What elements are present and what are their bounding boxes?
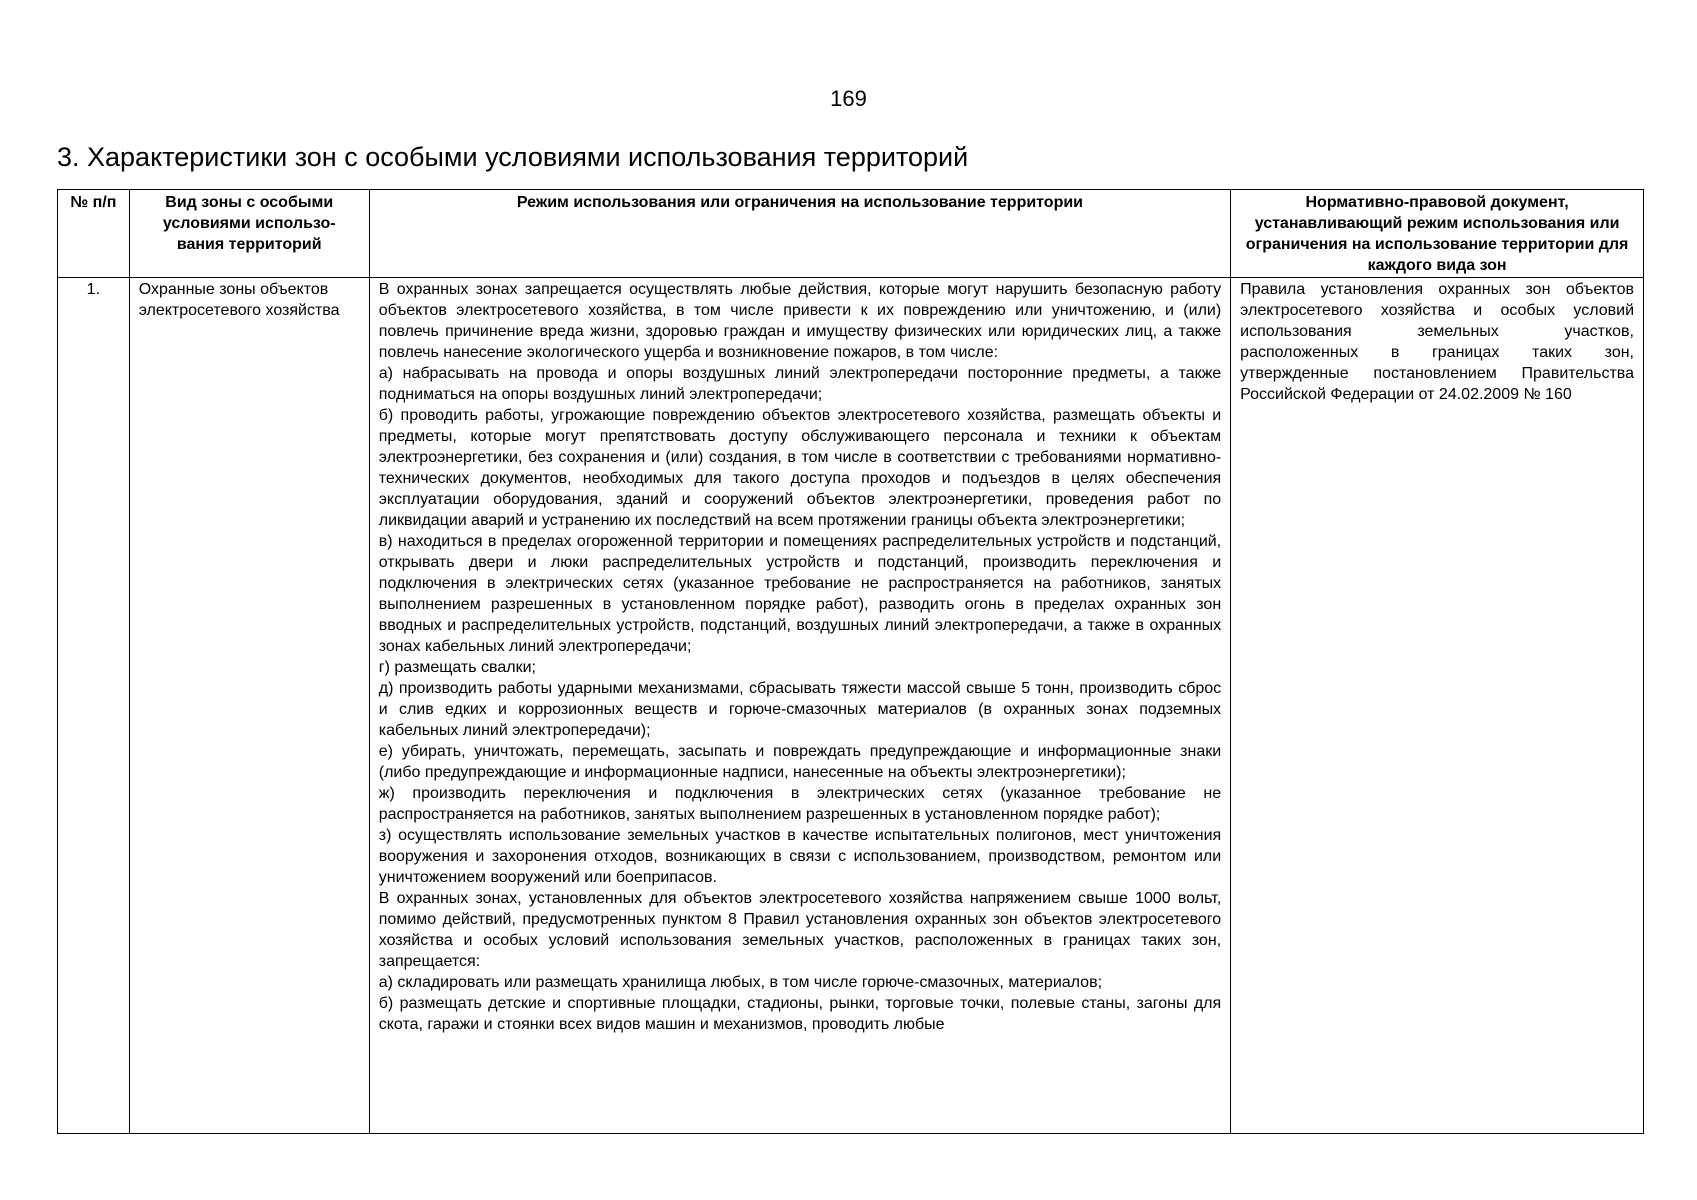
table-header xyxy=(58,190,1644,278)
regime-paragraph: б) размещать детские и спортивные площадки, стадионы, рынки, торговые точки, полевые станы, загоны для скота, гаражи и стоянки всех видов машин и механизмов, проводить любые xyxy=(378,995,1222,1033)
row-document: Правила установления охранных зон объектов электросетевого хозяйства и особых условий использования земельных участков, расположенных в границах таких зон, утвержденные постановлением Правительства Российской Федерации от 24.02.2009 № 160 xyxy=(1231,278,1644,1134)
header-row xyxy=(58,190,1644,278)
regime-paragraph: е) убирать, уничтожать, перемещать, засыпать и повреждать предупреждающие и информационные знаки (либо предупреждающие и информационные надписи, нанесенные на объекты электроэнергетики); xyxy=(378,743,1222,781)
regime-paragraph: д) производить работы ударными механизмами, сбрасывать тяжести массой свыше 5 тонн, производить сброс и слив едких и коррозионных веществ и горюче-смазочных материалов (в охранных зонах подземных кабельных линий электропередачи); xyxy=(378,680,1222,739)
regime-paragraph: в) находиться в пределах огороженной территории и помещениях распределительных устройств и подстанций, открывать двери и люки распределительных устройств и подстанций, производить переключения и подключения в электрических сетях (указанное требование не распространяется на работников, занятых выполнением разрешенных в установленном порядке работ), разводить огонь в пределах охранных зон вводных и распределительных устройств, подстанций, воздушных линий электропередачи, а также в охранных зонах кабельных линий электропередачи; xyxy=(378,533,1222,655)
regime-paragraph: ж) производить переключения и подключения в электрических сетях (указанное требование не распространяется на работников, занятых выполнением разрешенных в установленном порядке работ); xyxy=(378,785,1222,823)
table-body xyxy=(58,278,1644,1134)
regime-paragraph: В охранных зонах, установленных для объектов электросетевого хозяйства напряжением свыше 1000 вольт, помимо действий, предусмотренных пунктом 8 Правил установления охранных зон объектов электросетевого хозяйства и особых условий использования земельных участков, расположенных в границах таких зон, запрещается: xyxy=(378,890,1222,970)
row-zone-type: Охранные зоны объектов электросетевого хозяйства xyxy=(129,278,369,1134)
regime-paragraph: г) размещать свалки; xyxy=(378,659,536,676)
header-regime: Режим использования или ограничения на использование территории xyxy=(369,190,1230,278)
page-number: 169 xyxy=(830,86,867,111)
header-zone-type: Вид зоны с особыми условиями использо- вания территорий xyxy=(129,190,369,278)
header-document: Нормативно-правовой документ, устанавливающий режим использования или ограничения на использование территории для каждого вида зон xyxy=(1231,190,1644,278)
regime-paragraph: а) набрасывать на провода и опоры воздушных линий электропередачи посторонние предметы, а также подниматься на опоры воздушных линий электропередачи; xyxy=(378,365,1222,403)
section-title: 3. Характеристики зон с особыми условиями использования территорий xyxy=(57,142,969,172)
row-num: 1. xyxy=(58,278,130,1134)
regime-paragraph: а) складировать или размещать хранилища любых, в том числе горюче-смазочных, материалов; xyxy=(378,974,1103,991)
zones-table xyxy=(57,189,1644,1134)
regime-paragraph: з) осуществлять использование земельных участков в качестве испытательных полигонов, мест уничтожения вооружения и захоронения отходов, возникающих в связи с использованием, производством, ремонтом или уничтожением вооружений или боеприпасов. xyxy=(378,827,1222,886)
regime-paragraph: б) проводить работы, угрожающие повреждению объектов электросетевого хозяйства, размещать объекты и предметы, которые могут препятствовать доступу обслуживающего персонала и техники к объектам электроэнергетики, без сохранения и (или) создания, в том числе в соответствии с требованиями нормативно-технических документов, необходимых для такого доступа проходов и подъездов в целях обеспечения эксплуатации оборудования, зданий и сооружений объектов электроэнергетики, проведения работ по ликвидации аварий и устранению их последствий на всем протяжении границы объекта электроэнергетики; xyxy=(378,407,1222,529)
row-regime xyxy=(369,278,1230,1134)
regime-paragraph: В охранных зонах запрещается осуществлять любые действия, которые могут нарушить безопасную работу объектов электросетевого хозяйства, в том числе привести к их повреждению или уничтожению, и (или) повлечь причинение вреда жизни, здоровью граждан и имуществу физических или юридических лиц, а также повлечь нанесение экологического ущерба и возникновение пожаров, в том числе: xyxy=(378,281,1222,361)
table-row xyxy=(58,278,1644,1134)
header-num: № п/п xyxy=(58,190,130,278)
